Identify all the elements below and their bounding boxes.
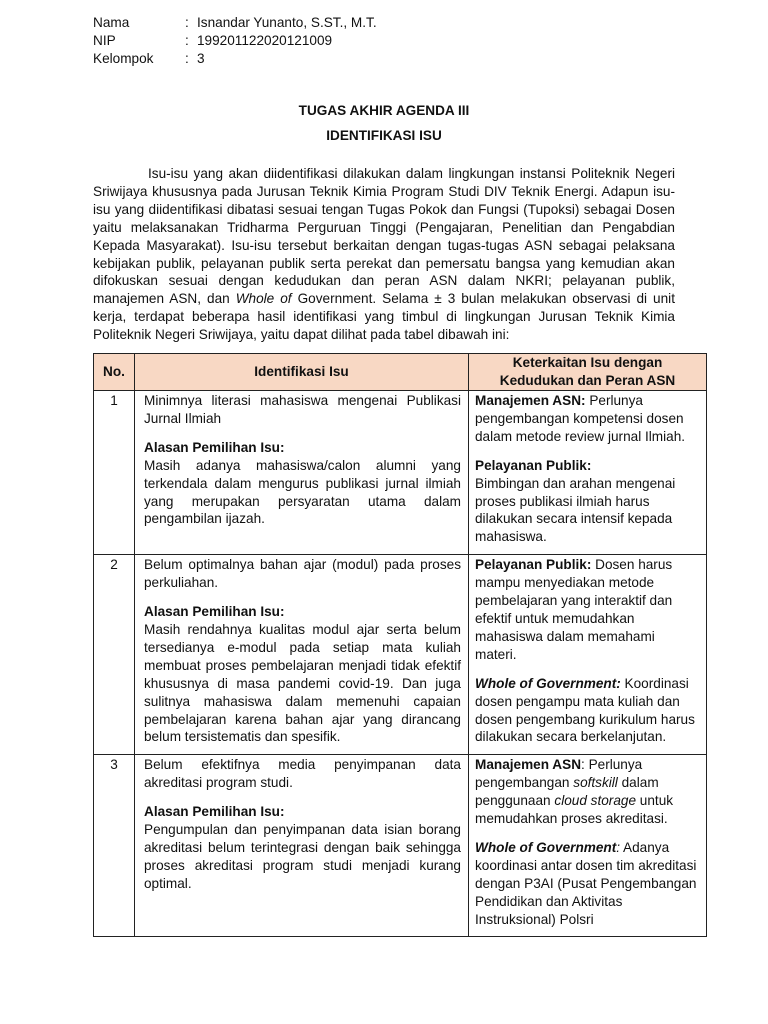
group-value: 3 <box>197 51 205 66</box>
identity-header <box>93 14 377 68</box>
nip-value: 199201122020121009 <box>197 33 333 48</box>
keterkaitan-label: Manajemen ASN <box>475 757 582 773</box>
alasan-text: Masih rendahnya kualitas modul ajar serta belum tersedianya e-modul pada setiap mata kuliah membuat proses pembelajaran menjadi tidak efektif khususnya di masa pandemi covid-19. Dan juga sulitnya mahasiswa dalam memenuhi capaian pembelajaran karena bahan ajar yang dirancang belum tersistematis dan spesifik. <box>144 621 461 745</box>
colon: : <box>185 51 189 66</box>
intro-italic: Whole of <box>235 291 292 307</box>
intro-text-2: Government. Selama ± 3 bulan melakukan observasi di unit kerja, terdapat beberapa hasil identifikasi yang timbul di lingkungan Jurusan Teknik Kimia Politeknik Negeri Sriwijaya, yaitu dapat dilihat pada tabel dibawah ini: <box>93 291 675 343</box>
isu-text: Belum optimalnya bahan ajar (modul) pada proses perkuliahan. <box>144 557 461 591</box>
keterkaitan-text: Dosen harus mampu menyediakan metode pembelajaran yang interaktif dan efektif untuk memudahkan mahasiswa dalam memahami materi. <box>475 557 673 662</box>
keterkaitan-cell <box>469 555 707 755</box>
group-label: Kelompok <box>93 51 154 66</box>
alasan-label: Alasan Pemilihan Isu: <box>144 439 285 455</box>
alasan-text: Pengumpulan dan penyimpanan data isian borang akreditasi belum terintegrasi dengan baik sehingga proses akreditasi program studi menjadi kurang optimal. <box>144 822 461 891</box>
nip-row <box>93 32 377 50</box>
row-number: 1 <box>94 391 135 555</box>
keterkaitan-2 <box>475 675 700 747</box>
keterkaitan-1 <box>475 756 700 828</box>
isu-cell <box>135 391 469 555</box>
document-subtitle: IDENTIFIKASI ISU <box>326 128 442 143</box>
keterkaitan-text: Adanya koordinasi antar dosen tim akreditasi dengan P3AI (Pusat Pengembangan Pendidikan dan Aktivitas Instruksional) Polsri <box>475 839 697 927</box>
header-keterkaitan: Keterkaitan Isu dengan Kedudukan dan Peran ASN <box>469 354 707 391</box>
keterkaitan-label: Whole of Government <box>475 839 617 855</box>
name-row <box>93 14 377 32</box>
table-row <box>94 755 707 937</box>
alasan-label: Alasan Pemilihan Isu: <box>144 604 285 620</box>
keterkaitan-colon: : <box>616 839 621 855</box>
keterkaitan-text: dalam penggunaan <box>475 775 659 809</box>
keterkaitan-label: Manajemen ASN: <box>475 393 586 408</box>
keterkaitan-cell <box>469 391 707 555</box>
keterkaitan-italic: cloud storage <box>554 793 637 809</box>
keterkaitan-text: untuk memudahkan proses akreditasi. <box>475 793 674 827</box>
keterkaitan-text: Koordinasi dosen pengampu mata kuliah dan dosen pengembang kurikulum harus dilakukan secara berkelanjutan. <box>475 675 695 745</box>
keterkaitan-cell <box>469 755 707 937</box>
table-header-row <box>94 354 707 391</box>
alasan-label: Alasan Pemilihan Isu: <box>144 804 285 820</box>
nip-label: NIP <box>93 33 116 48</box>
keterkaitan-1 <box>475 392 700 446</box>
keterkaitan-2 <box>475 839 700 929</box>
alasan-text: Masih adanya mahasiswa/calon alumni yang terkendala dalam mengurus publikasi jurnal ilmiah yang merupakan persyaratan utama dalam pengambilan ijazah. <box>144 457 461 527</box>
keterkaitan-text: Perlunya pengembangan kompetensi dosen dalam metode review jurnal Ilmiah. <box>475 393 686 444</box>
keterkaitan-1 <box>475 556 700 663</box>
keterkaitan-label: Whole of Government: <box>475 675 621 691</box>
isu-cell <box>135 755 469 937</box>
keterkaitan-italic: softskill <box>573 775 618 791</box>
isu-text: Belum efektifnya media penyimpanan data akreditasi program studi. <box>144 757 461 791</box>
issue-table <box>93 353 707 937</box>
isu-text: Minimnya literasi mahasiswa mengenai Publikasi Jurnal Ilmiah <box>144 393 461 426</box>
header-isu: Identifikasi Isu <box>135 354 469 391</box>
intro-text-1: Isu-isu yang akan diidentifikasi dilakukan dalam lingkungan instansi Politeknik Negeri Sriwijaya khususnya pada Jurusan Teknik Kimia Program Studi DIV Teknik Energi. Adapun isu-isu yang diidentifikasi dibatasi sesuai tengan Tugas Pokok dan Fungsi (Tupoksi) sebagai Dosen yaitu melaksanakan Tridharma Perguruan Tinggi (Pengajaran, Penelitian dan Pengabdian Kepada Masyarakat). Isu-isu tersebut berkaitan dengan tugas-tugas ASN sebagai pelaksana kebijakan publik, pelayanan publik serta perekat dan pemersatu bangsa yang kemudian akan difokuskan sesuai dengan kedudukan dan peran ASN dalam NKRI; pelayanan publik, manajemen ASN, dan <box>93 166 675 307</box>
table-row <box>94 391 707 555</box>
name-value: Isnandar Yunanto, S.ST., M.T. <box>197 15 377 30</box>
name-label: Nama <box>93 15 130 30</box>
document-title: TUGAS AKHIR AGENDA III <box>298 103 470 118</box>
keterkaitan-label: Pelayanan Publik: <box>475 557 592 573</box>
keterkaitan-text: Bimbingan dan arahan mengenai proses publikasi ilmiah harus dilakukan secara intensif kepada mahasiswa. <box>475 475 676 545</box>
row-number: 3 <box>94 755 135 937</box>
colon: : <box>185 33 189 48</box>
intro-paragraph <box>93 165 675 344</box>
keterkaitan-text: : Perlunya pengembangan <box>475 757 643 791</box>
keterkaitan-label: Pelayanan Publik: <box>475 457 592 473</box>
colon: : <box>185 15 189 30</box>
row-number: 2 <box>94 555 135 755</box>
header-no: No. <box>94 354 135 391</box>
table-row <box>94 555 707 755</box>
group-row <box>93 50 377 68</box>
isu-cell <box>135 555 469 755</box>
